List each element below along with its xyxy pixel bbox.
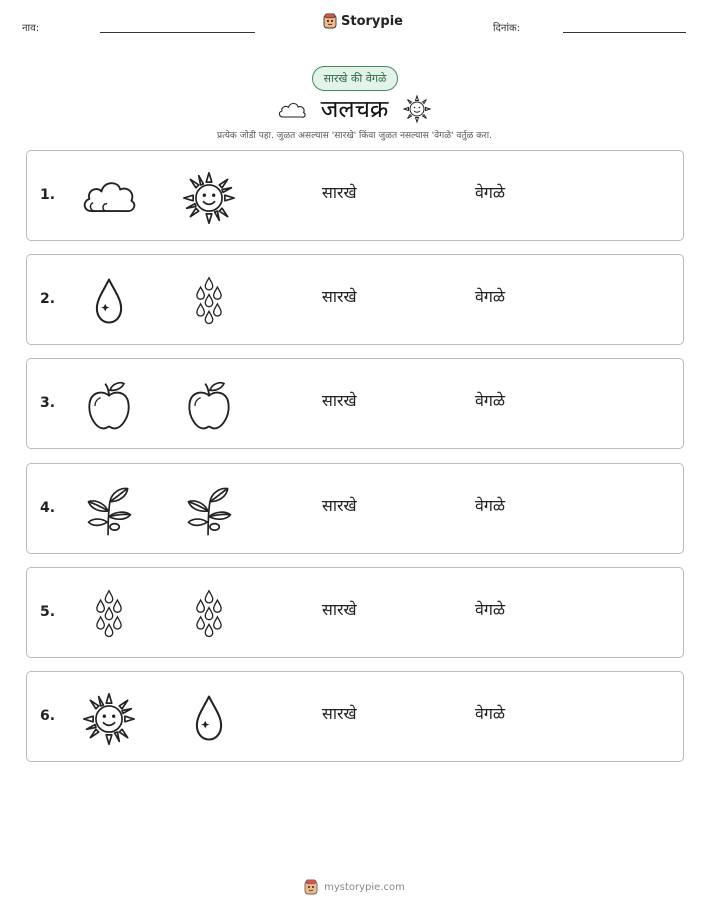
sun-icon: [402, 94, 432, 124]
question-card: [26, 567, 684, 658]
instructions: प्रत्येक जोडी पहा. जुळत असल्यास 'सारखे' किंवा जुळत नसल्यास 'वेगळे' वर्तुळ करा.: [216, 131, 492, 141]
question-card: [26, 358, 684, 449]
option-different[interactable]: वेगळे: [475, 287, 506, 306]
picture-right: [181, 691, 237, 747]
apple-icon: [81, 378, 137, 434]
picture-left: [81, 691, 137, 747]
option-different[interactable]: वेगळे: [475, 704, 506, 723]
worksheet-tag: सारखे की वेगळे: [312, 66, 398, 91]
option-same[interactable]: सारखे: [322, 600, 357, 619]
sun-icon: [81, 691, 137, 747]
option-same[interactable]: सारखे: [322, 391, 357, 410]
storypie-mascot-icon: [304, 879, 318, 895]
option-same[interactable]: सारखे: [322, 287, 357, 306]
date-label: दिनांक:: [493, 23, 521, 34]
page-title: जलचक्र: [320, 95, 389, 123]
option-different[interactable]: वेगळे: [475, 600, 506, 619]
question-card: [26, 671, 684, 762]
picture-right: [181, 170, 237, 226]
rain-drops-icon: [81, 587, 137, 643]
option-same[interactable]: सारखे: [322, 704, 357, 723]
option-different[interactable]: वेगळे: [475, 391, 506, 410]
picture-right: [181, 587, 237, 643]
question-card: [26, 254, 684, 345]
option-same[interactable]: सारखे: [322, 496, 357, 515]
picture-left: [81, 483, 137, 539]
cloud-icon: [277, 98, 307, 120]
question-card: [26, 463, 684, 554]
sun-icon: [181, 170, 237, 226]
picture-right: [181, 274, 237, 330]
apple-icon: [181, 378, 237, 434]
question-number: 4.: [40, 500, 56, 516]
option-same[interactable]: सारखे: [322, 183, 357, 202]
cloud-icon: [81, 170, 137, 226]
title-row: [0, 92, 709, 125]
footer: [0, 879, 709, 895]
rain-drops-icon: [181, 587, 237, 643]
question-card: [26, 150, 684, 241]
rain-drops-icon: [181, 274, 237, 330]
question-number: 1.: [40, 187, 56, 203]
water-drop-icon: [81, 274, 137, 330]
footer-site[interactable]: mystorypie.com: [324, 881, 405, 893]
storypie-mascot-icon: [323, 13, 337, 29]
picture-left: [81, 274, 137, 330]
name-label: नाव:: [22, 23, 40, 34]
plant-icon: [81, 483, 137, 539]
option-different[interactable]: वेगळे: [475, 496, 506, 515]
name-line[interactable]: [100, 32, 255, 33]
question-number: 6.: [40, 708, 56, 724]
picture-right: [181, 483, 237, 539]
option-different[interactable]: वेगळे: [475, 183, 506, 202]
question-number: 3.: [40, 395, 56, 411]
brand-name: Storypie: [341, 13, 403, 29]
picture-left: [81, 587, 137, 643]
picture-right: [181, 378, 237, 434]
picture-left: [81, 170, 137, 226]
question-number: 5.: [40, 604, 56, 620]
question-number: 2.: [40, 291, 56, 307]
brand-logo: [323, 13, 403, 29]
plant-icon: [181, 483, 237, 539]
date-line[interactable]: [563, 32, 686, 33]
water-drop-icon: [181, 691, 237, 747]
picture-left: [81, 378, 137, 434]
